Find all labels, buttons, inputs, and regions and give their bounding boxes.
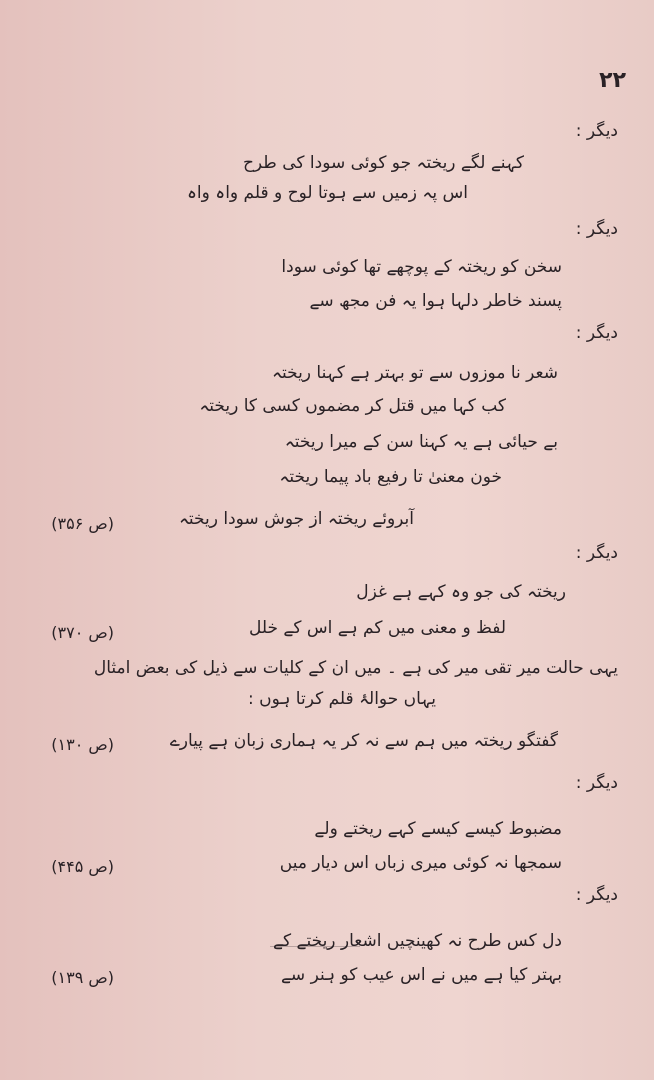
section-label: دیگر : bbox=[575, 885, 618, 905]
verse-line: گفتگو ریختہ میں ہم سے نہ کر یہ ہماری زبان ہے پیارے bbox=[169, 731, 558, 751]
verse-line: اس پہ زمیں سے ہوتا لوح و قلم واہ واہ bbox=[186, 183, 468, 203]
verse-line: کہنے لگے ریختہ جو کوئی سودا کی طرح bbox=[242, 153, 524, 173]
page-reference: (ص ۱۳۰) bbox=[51, 735, 114, 754]
section-label: دیگر : bbox=[575, 323, 618, 343]
verse-line: آبروئے ریختہ از جوش سودا ریختہ bbox=[178, 509, 414, 529]
verse-line: بے حیائی ہے یہ کہنا سن کے میرا ریختہ bbox=[284, 432, 558, 452]
verse-line: ریختہ کی جو وہ کہے ہے غزل bbox=[356, 582, 566, 602]
verse-line: لفظ و معنی میں کم ہے اس کے خلل bbox=[248, 618, 506, 638]
verse-line: کب کہا میں قتل کر مضموں کسی کا ریختہ bbox=[199, 396, 506, 416]
verse-line: سمجھا نہ کوئی میری زباں اس دیار میں bbox=[279, 853, 562, 873]
page-reference: (ص ۳۷۰) bbox=[51, 623, 114, 642]
section-label: دیگر : bbox=[575, 773, 618, 793]
prose-line: یہاں حوالۂ قلم کرتا ہوں : bbox=[248, 689, 436, 709]
page-reference: (ص ۱۳۹) bbox=[51, 968, 114, 987]
verse-line: دل کس طرح نہ کھینچیں اشعار ریختے کے bbox=[273, 931, 562, 951]
section-label: دیگر : bbox=[575, 219, 618, 239]
section-label: دیگر : bbox=[575, 121, 618, 141]
verse-line: شعر نا موزوں سے تو بہتر ہے کہنا ریختہ bbox=[272, 363, 558, 383]
verse-line: پسند خاطر دلہا ہوا یہ فن مجھ سے bbox=[309, 291, 562, 311]
page-reference: (ص ۴۴۵) bbox=[51, 857, 114, 876]
prose-line: یہی حالت میر تقی میر کی ہے ۔ میں ان کے کلیات سے ذیل کی بعض امثال bbox=[93, 658, 618, 678]
verse-line: بہتر کیا ہے میں نے اس عیب کو ہنر سے bbox=[280, 965, 562, 985]
verse-line: خون معنیٰ تا رفیع باد پیما ریختہ bbox=[279, 467, 502, 487]
page-number: ۲۲ bbox=[599, 68, 626, 93]
section-label: دیگر : bbox=[575, 543, 618, 563]
verse-line: مضبوط کیسے کیسے کہے ریختے ولے bbox=[314, 819, 562, 839]
verse-line: سخن کو ریختہ کے پوچھے تھا کوئی سودا bbox=[281, 257, 562, 277]
page-reference: (ص ۳۵۶) bbox=[51, 514, 114, 533]
